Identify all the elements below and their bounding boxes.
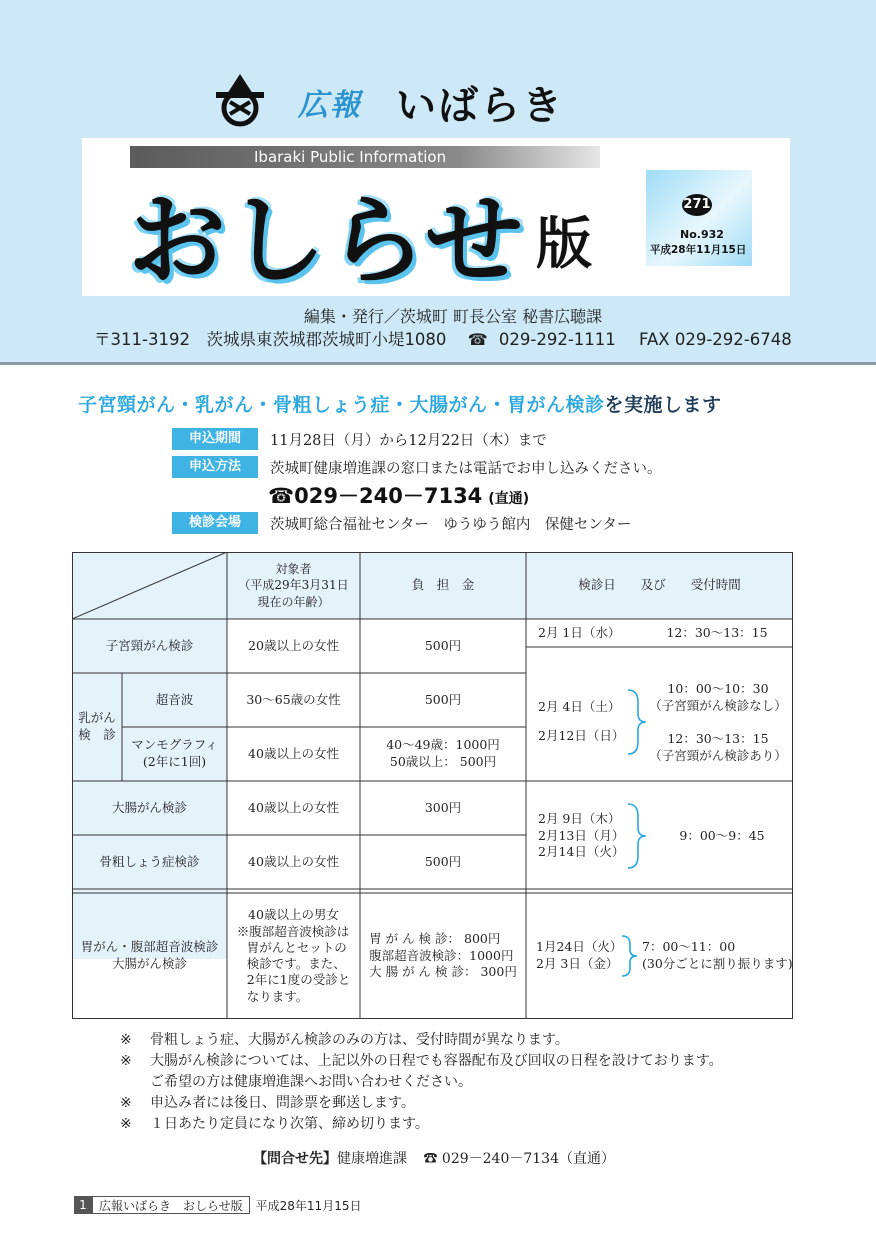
notes-list <box>120 1030 723 1135</box>
row-colon-target: 40歳以上の女性 <box>248 799 339 815</box>
colon-bone-time: 9：00～9：45 <box>679 827 765 843</box>
header-cost: 負 担 金 <box>411 577 475 593</box>
masthead <box>0 0 876 365</box>
row-mammo-name: マンモグラフィ (2年に1回) <box>131 737 218 769</box>
editor-line: 編集・発行／茨城町 町長公室 秘書広聴課 <box>303 307 603 326</box>
publication-title-suffix: 版 <box>536 211 592 277</box>
application-phone <box>268 480 529 510</box>
venue-label: 検診会場 <box>172 512 258 534</box>
period-value: 11月28日（月）から12月22日（木）まで <box>270 432 547 449</box>
row-bone-target: 40歳以上の女性 <box>248 853 339 869</box>
footer-title: 広報いばらき おしらせ版 <box>92 1196 250 1214</box>
cervical-time: 12：30～13：15 <box>666 624 768 640</box>
stomach-times: 7：00～11：00 (30分ごとに割り振ります) <box>642 939 793 971</box>
publication-title: おしらせ <box>128 184 526 298</box>
exam-schedule-table <box>72 552 793 1019</box>
phone-note: (直通) <box>488 491 530 507</box>
phone-number: 029－240－7134 <box>294 484 483 508</box>
breast-dates: 2月 4日（土） 2月12日（日） <box>538 699 625 743</box>
english-subtitle: Ibaraki Public Information <box>130 146 600 168</box>
issue-no: No.932 <box>680 228 724 241</box>
row-cervical-name: 子宮頸がん検診 <box>105 637 194 653</box>
row-stomach-name: 胃がん・腹部超音波検診 大腸がん検診 <box>80 939 219 971</box>
period-row <box>172 428 547 450</box>
telephone-icon: ☎ <box>423 1151 438 1167</box>
row-mammo-target: 40歳以上の女性 <box>248 745 339 761</box>
page-footer <box>74 1196 361 1216</box>
header-target: 対象者 （平成29年3月31日 現在の年齢） <box>238 562 349 609</box>
row-bone-name: 骨粗しょう症検診 <box>99 853 200 869</box>
issue-number: 271 <box>682 194 712 216</box>
contact-line <box>253 1148 615 1168</box>
issue-date: 平成28年11月15日 <box>650 244 747 256</box>
contact-label: 【問合せ先】 <box>253 1151 337 1167</box>
row-ultrasound-target: 30～65歳の女性 <box>246 691 341 707</box>
address: 〒311-3192 茨城県東茨城郡茨城町小堤1080 <box>94 330 447 349</box>
office-fax: FAX 029-292-6748 <box>639 330 792 349</box>
note-item: ご希望の方は健康増進課へお問い合わせください。 <box>150 1074 472 1090</box>
telephone-icon: ☎ <box>467 330 488 349</box>
breast-times: 10：00～10：30 （子宮頸がん検診なし） 12：30～13：15 （子宮頸がん検診あり） <box>649 681 787 763</box>
cervical-date: 2月 1日（水） <box>538 624 621 640</box>
method-value: 茨城町健康増進課の窓口または電話でお申し込みください。 <box>270 460 662 477</box>
address-line <box>94 326 792 350</box>
header-date: 検診日 及び 受付時間 <box>578 577 741 593</box>
office-tel: 029-292-1111 <box>498 330 616 349</box>
venue-row <box>172 512 631 534</box>
ibaraki-logo: いばらき <box>396 82 564 129</box>
row-colon-cost: 300円 <box>424 799 462 815</box>
curly-brace-icon <box>628 804 646 868</box>
breast-group-label: 乳がん 検 診 <box>78 710 116 742</box>
stomach-dates: 1月24日（火） 2月 3日（金） <box>536 939 623 971</box>
method-label: 申込方法 <box>172 456 258 478</box>
telephone-icon: ☎ <box>268 484 295 508</box>
notice-headline <box>78 390 722 417</box>
method-row <box>172 456 662 478</box>
note-item: ※ 大腸がん検診については、上記以外の日程でも容器配布及び回収の日程を設けております。 <box>120 1053 723 1069</box>
town-crest-icon <box>212 72 268 128</box>
note-item: ※ 申込み者には後日、問診票を郵送します。 <box>120 1095 415 1111</box>
venue-value: 茨城町総合福祉センター ゆうゆう館内 保健センター <box>270 516 632 533</box>
row-cervical-cost: 500円 <box>424 637 462 653</box>
row-bone-cost: 500円 <box>424 853 462 869</box>
row-stomach-target: 40歳以上の男女 ※腹部超音波検診は 胃がんとセットの 検診です。また、 2年に1度の受診と なります。 <box>236 907 351 1004</box>
headline-exams: 子宮頸がん・乳がん・骨粗しょう症・大腸がん・胃がん検診 <box>78 394 605 416</box>
page-number: 1 <box>74 1196 92 1214</box>
curly-brace-icon <box>628 690 646 754</box>
period-label: 申込期間 <box>172 428 258 450</box>
koho-logo: 広報 <box>298 88 362 123</box>
contact-dept: 健康増進課 <box>337 1151 407 1167</box>
footer-date: 平成28年11月15日 <box>255 1198 362 1213</box>
note-item: ※ 骨粗しょう症、大腸がん検診のみの方は、受付時間が異なります。 <box>120 1032 569 1048</box>
row-ultrasound-cost: 500円 <box>424 691 462 707</box>
colon-bone-dates: 2月 9日（木） 2月13日（月） 2月14日（火） <box>538 810 625 860</box>
row-mammo-cost: 40～49歳：1000円 50歳以上： 500円 <box>386 737 500 769</box>
row-colon-name: 大腸がん検診 <box>111 799 187 815</box>
row-ultrasound-name: 超音波 <box>155 691 194 707</box>
contact-phone: 029－240－7134（直通） <box>441 1151 615 1167</box>
note-item: ※ １日あたり定員になり次第、締め切ります。 <box>120 1116 429 1132</box>
headline-suffix: を実施します <box>604 394 722 416</box>
row-cervical-target: 20歳以上の女性 <box>248 637 339 653</box>
row-stomach-cost: 胃 が ん 検 診： 800円 腹部超音波検診：1000円 大 腸 が ん 検 診： 300円 <box>369 930 517 980</box>
issue-badge <box>646 170 752 266</box>
